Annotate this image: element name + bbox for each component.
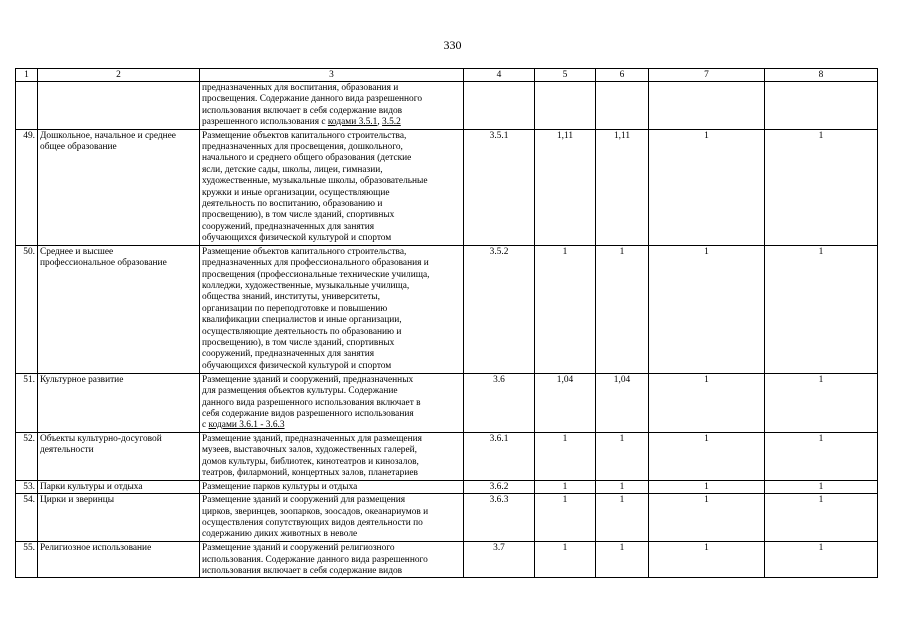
- col8-value: 1: [765, 129, 878, 245]
- header-cell: 5: [535, 69, 596, 82]
- description-line: себя содержание видов разрешенного использования: [202, 408, 414, 419]
- use-description: [200, 245, 464, 373]
- use-name-line: профессиональное образование: [40, 258, 167, 269]
- row-number: 55.: [16, 542, 38, 578]
- description-line: колледжи, художественные, музыкальные училища,: [202, 280, 410, 291]
- description-line: осуществления сопутствующих видов деятельности по: [202, 517, 423, 528]
- col6-value: 1,11: [596, 129, 649, 245]
- description-line: просвещения (профессиональные технические училища,: [202, 269, 430, 280]
- col8-value: 1: [765, 542, 878, 578]
- description-line: сооружений, предназначенных для занятия: [202, 221, 375, 232]
- table-row: [16, 82, 878, 130]
- description-line: данного вида разрешенного использования включает в: [202, 397, 421, 408]
- description-line: Размещение парков культуры и отдыха: [202, 481, 358, 492]
- col8-value: 1: [765, 480, 878, 493]
- description-line: Размещение зданий и сооружений для размещения: [202, 495, 406, 506]
- col5-value: 1: [535, 480, 596, 493]
- use-code: 3.6.3: [464, 494, 535, 542]
- description-line: обучающихся физической культурой и спортом: [202, 233, 392, 244]
- col5-value: 1,04: [535, 373, 596, 432]
- description-line: цирков, зверинцев, зоопарков, зоосадов, океанариумов и: [202, 506, 429, 517]
- table-row: [16, 494, 878, 542]
- description-line: обучающихся физической культурой и спортом: [202, 360, 392, 371]
- table-row: [16, 129, 878, 245]
- header-cell: 2: [38, 69, 200, 82]
- use-description: [200, 542, 464, 578]
- col6-value: 1,04: [596, 373, 649, 432]
- header-cell: 4: [464, 69, 535, 82]
- header-cell: 8: [765, 69, 878, 82]
- description-line: использования. Содержание данного вида разрешенного: [202, 554, 428, 565]
- description-line: Размещение зданий и сооружений религиозного: [202, 543, 395, 554]
- use-name: [38, 373, 200, 432]
- header-cell: 7: [649, 69, 765, 82]
- use-code: 3.6.1: [464, 432, 535, 480]
- use-name-line: Парки культуры и отдыха: [40, 481, 143, 492]
- row-number: 54.: [16, 494, 38, 542]
- col7-value: 1: [649, 432, 765, 480]
- use-name-line: Религиозное использование: [40, 543, 152, 554]
- col5-value: 1: [535, 432, 596, 480]
- use-name: [38, 542, 200, 578]
- use-code: [464, 82, 535, 130]
- use-description: [200, 82, 464, 130]
- description-line: художественные, музыкальные школы, образовательные: [202, 176, 428, 187]
- table-row: [16, 432, 878, 480]
- table-row: [16, 245, 878, 373]
- col7-value: [649, 82, 765, 130]
- use-name-line: Цирки и зверинцы: [40, 495, 115, 506]
- col8-value: 1: [765, 245, 878, 373]
- description-line: содержанию диких животных в неволе: [202, 529, 358, 540]
- col5-value: 1: [535, 542, 596, 578]
- table-row: [16, 480, 878, 493]
- row-number: 49.: [16, 129, 38, 245]
- description-line: предназначенных для профессионального образования и: [202, 258, 429, 269]
- description-line: предназначенных для воспитания, образования и: [202, 83, 399, 93]
- use-name-line: Среднее и высшее: [40, 246, 114, 257]
- use-name-line: деятельности: [40, 445, 94, 456]
- use-name-line: общее образование: [40, 142, 117, 153]
- page-number: 330: [443, 38, 462, 52]
- table-row: [16, 373, 878, 432]
- col6-value: [596, 82, 649, 130]
- description-line: просвещению), в том числе зданий, спортивных: [202, 337, 395, 348]
- use-name: [38, 480, 200, 493]
- header-cell: 6: [596, 69, 649, 82]
- use-code: 3.5.2: [464, 245, 535, 373]
- col8-value: 1: [765, 494, 878, 542]
- use-description: [200, 494, 464, 542]
- description-line: просвещению), в том числе зданий, спортивных: [202, 210, 395, 221]
- description-line: музеев, выставочных залов, художественных галерей,: [202, 445, 418, 456]
- use-name-line: Культурное развитие: [40, 374, 124, 385]
- description-line: предназначенных для просвещения, дошкольного,: [202, 142, 403, 153]
- description-line: с: [202, 420, 209, 431]
- description-line: Размещение объектов капитального строительства,: [202, 130, 407, 141]
- col8-value: 1: [765, 373, 878, 432]
- description-line: Размещение зданий, предназначенных для размещения: [202, 433, 422, 444]
- col6-value: 1: [596, 542, 649, 578]
- code-link[interactable]: кодами 3.6.1 - 3.6.3: [208, 420, 285, 431]
- use-name-line: Объекты культурно-досуговой: [40, 433, 162, 444]
- description-line: кружки и иные организации, осуществляющие: [202, 187, 390, 198]
- table-row: [16, 542, 878, 578]
- description-line: организации по переподготовке и повышению: [202, 303, 388, 314]
- link-separator: ,: [377, 117, 383, 128]
- description-line: просвещения. Содержание данного вида разрешенного: [202, 94, 423, 105]
- use-name: [38, 494, 200, 542]
- header-cell: 1: [16, 69, 38, 82]
- use-code: 3.6.2: [464, 480, 535, 493]
- use-name: [38, 432, 200, 480]
- description-line: разрешенного использования с: [202, 117, 328, 128]
- description-line: сооружений, предназначенных для занятия: [202, 349, 375, 360]
- description-line: деятельность по воспитанию, образованию и: [202, 199, 383, 210]
- row-number: 51.: [16, 373, 38, 432]
- col6-value: 1: [596, 245, 649, 373]
- col7-value: 1: [649, 245, 765, 373]
- description-line: театров, филармоний, концертных залов, планетариев: [202, 467, 418, 478]
- description-line: общества знаний, институты, университеты,: [202, 292, 380, 303]
- land-use-table: [15, 68, 878, 578]
- col6-value: 1: [596, 494, 649, 542]
- use-name: [38, 82, 200, 130]
- col5-value: 1: [535, 245, 596, 373]
- use-description: [200, 480, 464, 493]
- col7-value: 1: [649, 494, 765, 542]
- use-code: 3.7: [464, 542, 535, 578]
- row-number: 50.: [16, 245, 38, 373]
- use-description: [200, 432, 464, 480]
- row-number: 52.: [16, 432, 38, 480]
- use-name-line: Дошкольное, начальное и среднее: [40, 130, 176, 141]
- code-link[interactable]: кодами 3.5.1: [327, 117, 378, 128]
- use-code: 3.6: [464, 373, 535, 432]
- use-description: [200, 129, 464, 245]
- row-number: [16, 82, 38, 130]
- description-line: ясли, детские сады, школы, лицеи, гимназии,: [202, 164, 383, 175]
- col5-value: [535, 82, 596, 130]
- col5-value: 1: [535, 494, 596, 542]
- col7-value: 1: [649, 129, 765, 245]
- description-line: квалификации специалистов и иные организации,: [202, 315, 402, 326]
- description-line: Размещение зданий и сооружений, предназначенных: [202, 374, 414, 385]
- header-cell: 3: [200, 69, 464, 82]
- description-line: начального и среднего общего образования (детские: [202, 153, 412, 164]
- description-line: осуществляющие деятельность по образованию и: [202, 326, 402, 337]
- use-description: [200, 373, 464, 432]
- col6-value: 1: [596, 432, 649, 480]
- col6-value: 1: [596, 480, 649, 493]
- col7-value: 1: [649, 480, 765, 493]
- col7-value: 1: [649, 373, 765, 432]
- col8-value: 1: [765, 432, 878, 480]
- col7-value: 1: [649, 542, 765, 578]
- use-code: 3.5.1: [464, 129, 535, 245]
- description-line: домов культуры, библиотек, кинотеатров и кинозалов,: [202, 456, 419, 467]
- description-line: Размещение объектов капитального строительства,: [202, 246, 407, 257]
- col5-value: 1,11: [535, 129, 596, 245]
- use-name: [38, 245, 200, 373]
- header-row: [16, 69, 878, 82]
- description-line: для размещения объектов культуры. Содержание: [202, 386, 398, 397]
- use-name: [38, 129, 200, 245]
- col8-value: [765, 82, 878, 130]
- description-line: использования включает в себя содержание видов: [202, 105, 403, 116]
- row-number: 53.: [16, 480, 38, 493]
- description-line: использования включает в себя содержание видов: [202, 565, 403, 576]
- code-link[interactable]: 3.5.2: [382, 117, 401, 128]
